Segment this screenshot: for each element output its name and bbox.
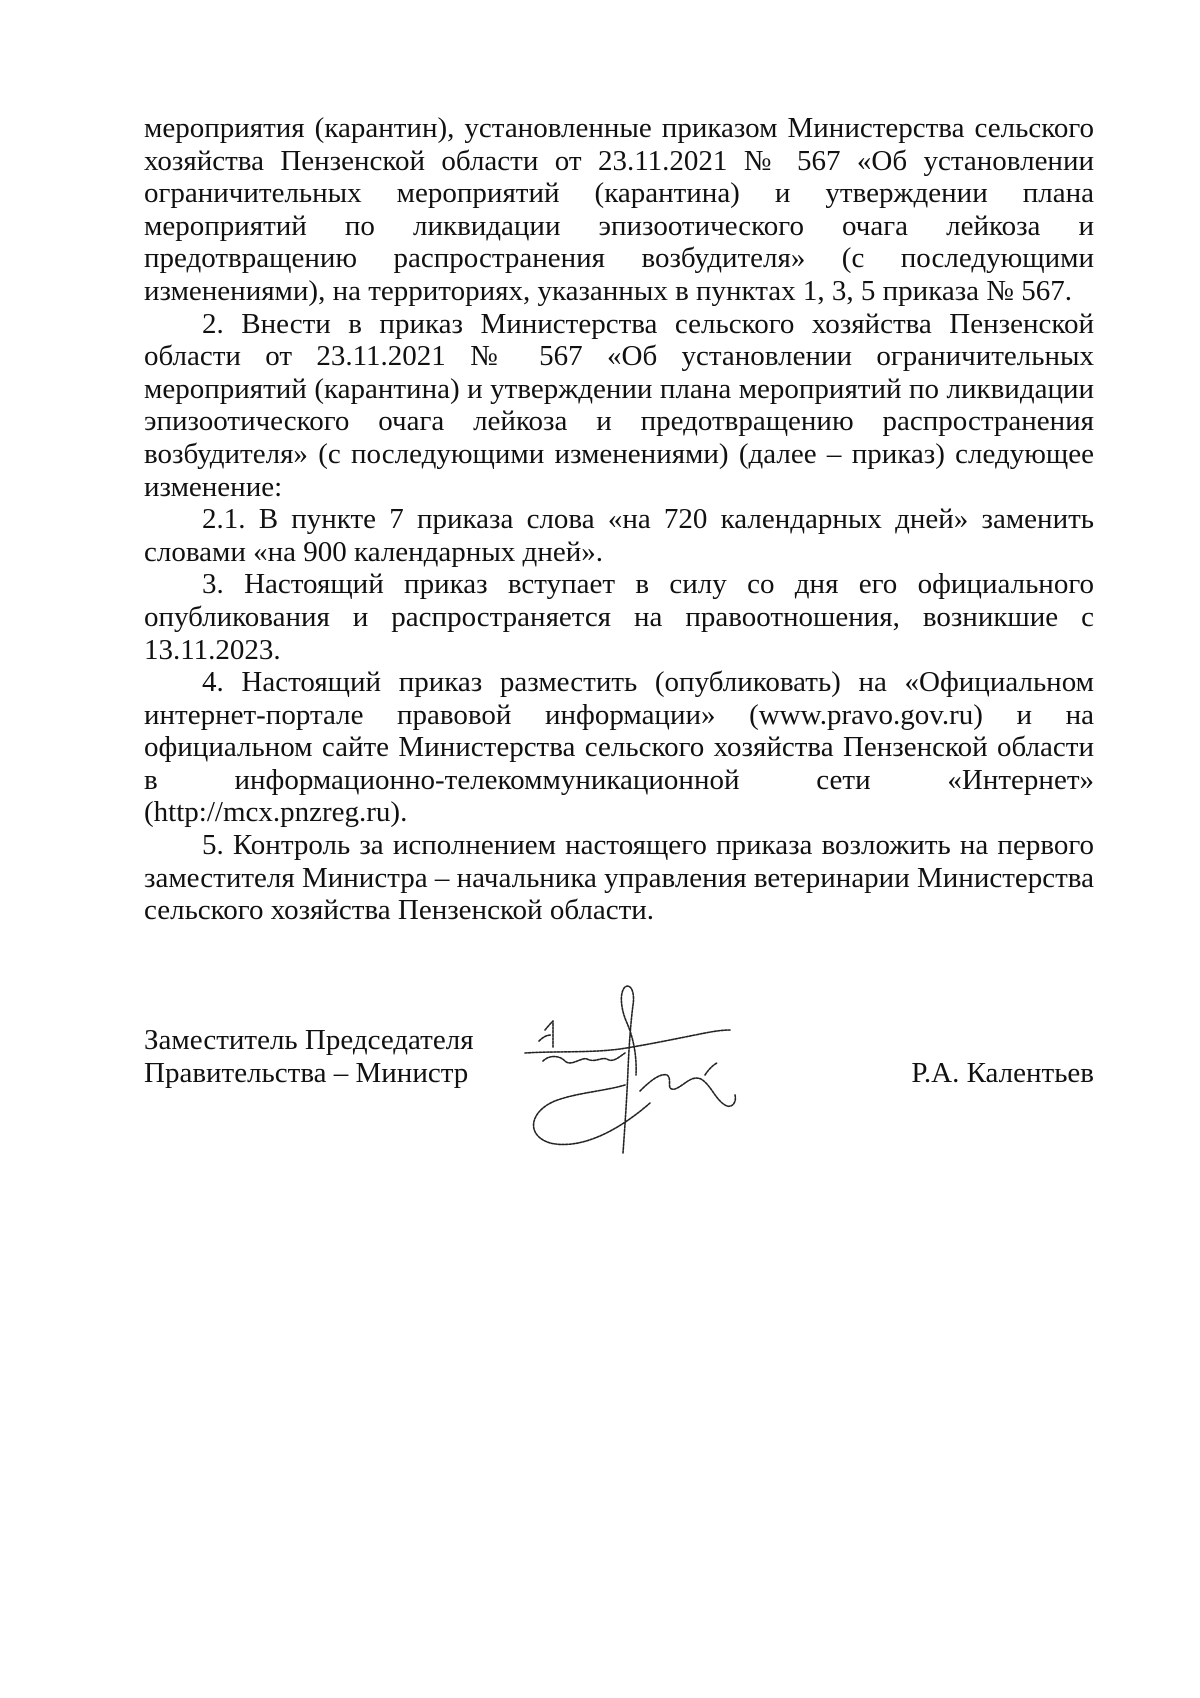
document-body (144, 112, 1094, 927)
signatory-name: Р.А. Калентьев (911, 1057, 1094, 1089)
handwritten-signature (515, 975, 775, 1165)
paragraph-4: 4. Настоящий приказ разместить (опубликовать) на «Официальном интернет-портале правовой информации» (www.pravo.gov.ru) и на официальном сайте Министерства сельского хозяйства Пензенской области в информационно-телекоммуникационной сети «Интернет» (http://mcx.pnzreg.ru). (144, 666, 1094, 829)
signatory-position-line-1: Заместитель Председателя (144, 1024, 474, 1056)
signatory-position (144, 1024, 474, 1090)
paragraph-3: 3. Настоящий приказ вступает в силу со дня его официального опубликования и распространяется на правоотношения, возникшие с 13.11.2023. (144, 568, 1094, 666)
paragraph-1-continuation: мероприятия (карантин), установленные приказом Министерства сельского хозяйства Пензенской области от 23.11.2021 № 567 «Об установлении ограничительных мероприятий (карантина) и утверждении плана мероприятий по ликвидации эпизоотического очага лейкоза и предотвращению распространения возбудителя» (с последующими изменениями), на территориях, указанных в пунктах 1, 3, 5 приказа № 567. (144, 112, 1094, 307)
paragraph-5: 5. Контроль за исполнением настоящего приказа возложить на первого заместителя Министра – начальника управления ветеринарии Министерства сельского хозяйства Пензенской области. (144, 829, 1094, 927)
paragraph-2: 2. Внести в приказ Министерства сельского хозяйства Пензенской области от 23.11.2021 № 567 «Об установлении ограничительных мероприятий (карантина) и утверждении плана мероприятий по ликвидации эпизоотического очага лейкоза и предотвращению распространения возбудителя» (с последующими изменениями) (далее – приказ) следующее изменение: (144, 307, 1094, 503)
paragraph-2-1: 2.1. В пункте 7 приказа слова «на 720 календарных дней» заменить словами «на 900 календарных дней». (144, 503, 1094, 568)
signatory-position-line-2: Правительства – Министр (144, 1057, 469, 1089)
